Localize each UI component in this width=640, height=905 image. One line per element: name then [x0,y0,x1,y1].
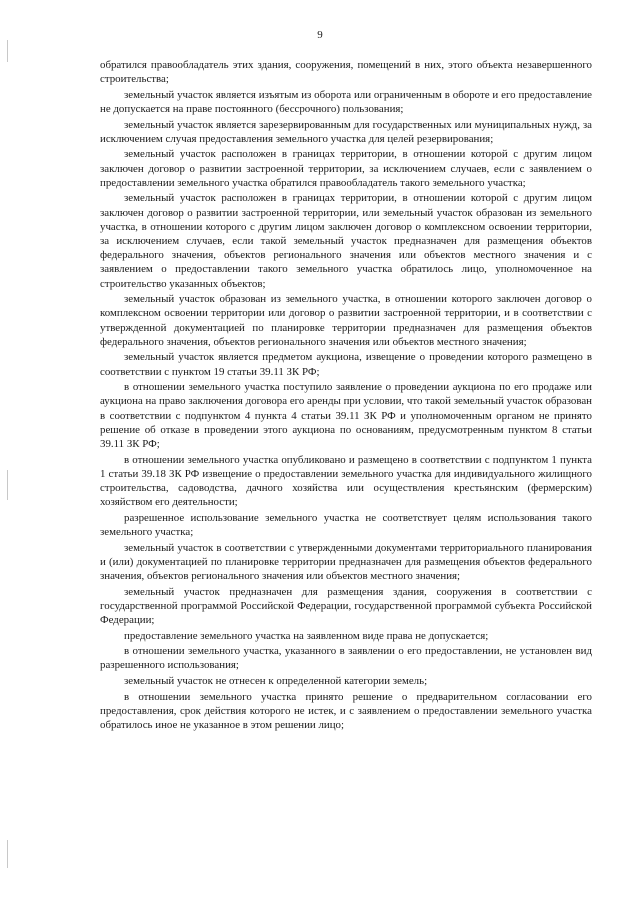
paragraph: в отношении земельного участка принято решение о предварительном согласовании его предоставления, срок действия которого не истек, и с заявлением о предоставлении земельного участка обратилось иное не указанное в этом решении лицо; [100,690,592,731]
paragraph: земельный участок образован из земельного участка, в отношении которого заключен договор о комплексном освоении территории или договор о развитии застроенной территории, и в соответствии с утвержденной документацией по планировке территории предназначен для размещения объектов федерального значения, объектов регионального значения или объектов местного значения; [100,293,592,348]
paragraph: предоставление земельного участка на заявленном виде права не допускается; [124,629,489,642]
scan-edge-mark [7,470,8,500]
page-number: 9 [317,29,323,41]
scan-edge-mark [7,40,8,62]
paragraph: в отношении земельного участка поступило заявление о проведении аукциона по его продаже или аукциона на право заключения договора его аренды при условии, что такой земельный участок образован в соответствии с подпунктом 4 пункта 4 статьи 39.11 ЗК РФ и уполномоченным органом не принято решение об отказе в проведении этого аукциона по основаниям, предусмотренным пунктом 8 статьи 39.11 ЗК РФ; [100,381,592,451]
paragraph: в отношении земельного участка, указанного в заявлении о его предоставлении, не установлен вид разрешенного использования; [100,645,592,672]
paragraph: разрешенное использование земельного участка не соответствует целям использования такого земельного участка; [100,511,592,539]
paragraph: земельный участок является зарезервированным для государственных или муниципальных нужд, за исключением случая предоставления земельного участка для целей резервирования; [100,118,592,145]
paragraph: земельный участок в соответствии с утвержденными документами территориального планирования и (или) документацией по планировке территории предназначен для размещения объектов федерального значения, объектов регионального значения или объектов местного значения; [100,541,592,583]
paragraph: земельный участок является предметом аукциона, извещение о проведении которого размещено в соответствии с пунктом 19 статьи 39.11 ЗК РФ; [100,351,592,378]
paragraph: земельный участок не отнесен к определенной категории земель; [124,675,428,687]
paragraph: обратился правообладатель этих здания, сооружения, помещений в них, этого объекта незавершенного строительства; [100,59,592,86]
paragraph: земельный участок расположен в границах территории, в отношении которой с другим лицом заключен договор о развитии застроенной территории, или земельный участок образован из земельного участка, в отношении которого с другим лицом заключен договор о комплексном освоении территории, за исключением случаев, если такой земельный участок предназначен для размещения объектов федерального значения, объектов регионального значения или объектов местного значения и с заявлением о предоставлении такого земельного участка обратилось лицо, уполномоченное на строительство указанных объектов; [100,192,592,290]
paragraph: земельный участок предназначен для размещения здания, сооружения в соответствии с государственной программой Российской Федерации, государственной программой субъекта Российской Федерации; [100,585,592,627]
scan-edge-mark [7,840,8,868]
paragraph: земельный участок расположен в границах территории, в отношении которой с другим лицом заключен договор о развитии застроенной территории, за исключением случаев, если с заявлением о предоставлении земельного участка обратился правообладатель такого земельного участка; [100,148,592,189]
paragraph: в отношении земельного участка опубликовано и размещено в соответствии с подпунктом 1 пункта 1 статьи 39.18 ЗК РФ извещение о предоставлении земельного участка для индивидуального жилищного строительства, садоводства, дачного хозяйства или осуществления крестьянским (фермерским) хозяйством его деятельности; [100,453,592,509]
paragraph: земельный участок является изъятым из оборота или ограниченным в обороте и его предоставление не допускается на праве постоянного (бессрочного) пользования; [100,88,592,115]
document-body [100,58,592,734]
